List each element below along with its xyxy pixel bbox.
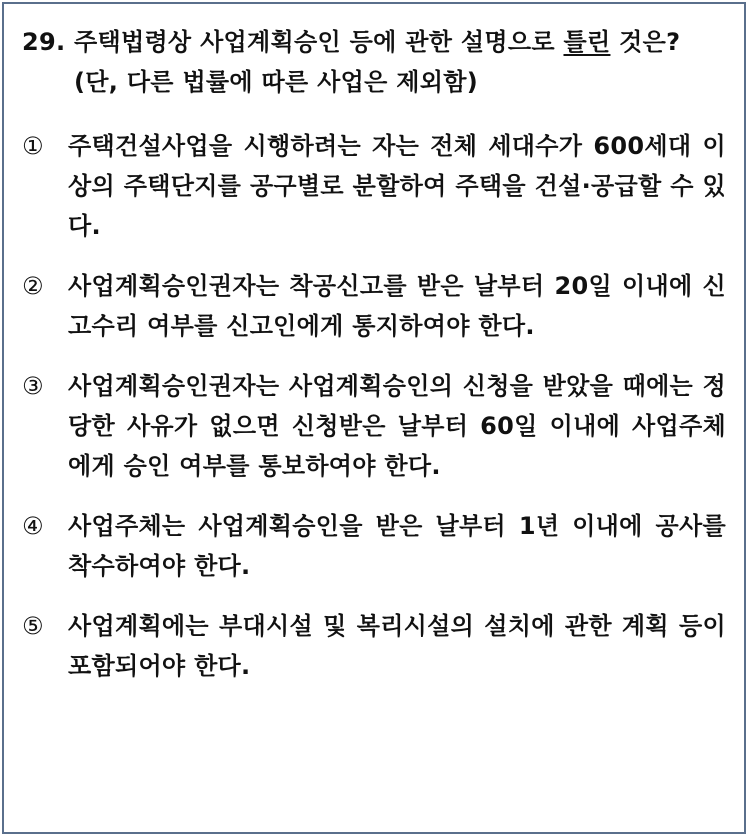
option-text: 주택건설사업을 시행하려는 자는 전체 세대수가 600세대 이상의 주택단지를 공구별로 분할하여 주택을 건설·공급할 수 있다. [68,132,726,240]
question-header [22,22,726,102]
option-4[interactable] [22,506,726,586]
option-3[interactable] [22,366,726,486]
answer-options [22,126,726,686]
question-text [74,22,726,102]
option-marker: ③ [22,372,44,400]
question-text-before: 주택법령상 사업계획승인 등에 관한 설명으로 [74,28,564,56]
question-emphasis: 틀린 [563,28,611,56]
option-marker: ① [22,132,44,160]
option-text: 사업계획승인권자는 사업계획승인의 신청을 받았을 때에는 정당한 사유가 없으면 신청받은 날부터 60일 이내에 사업주체에게 승인 여부를 통보하여야 한다. [68,372,726,480]
question-text-after: 것은? (단, 다른 법률에 따른 사업은 제외함) [74,28,681,96]
option-text: 사업주체는 사업계획승인을 받은 날부터 1년 이내에 공사를 착수하여야 한다. [68,512,726,580]
option-2[interactable] [22,266,726,346]
question-frame [2,2,746,834]
option-marker: ② [22,272,44,300]
option-marker: ⑤ [22,612,44,640]
option-1[interactable] [22,126,726,246]
option-text: 사업계획에는 부대시설 및 복리시설의 설치에 관한 계획 등이 포함되어야 한다. [68,612,726,680]
option-marker: ④ [22,512,44,540]
question-number: 29. [22,28,66,56]
option-5[interactable] [22,606,726,686]
option-text: 사업계획승인권자는 착공신고를 받은 날부터 20일 이내에 신고수리 여부를 신고인에게 통지하여야 한다. [68,272,726,340]
question-content [4,4,744,832]
